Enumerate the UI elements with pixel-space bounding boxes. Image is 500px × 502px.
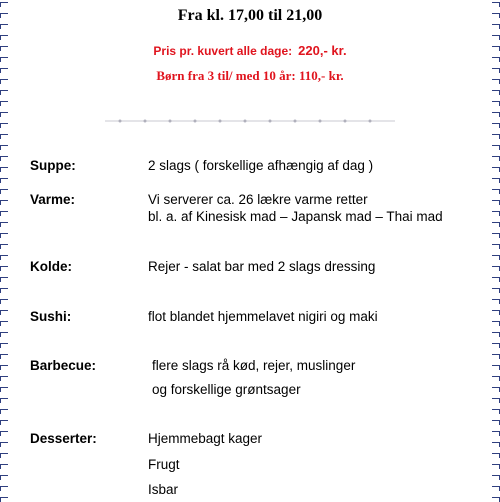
border-segment xyxy=(492,255,500,260)
price-amount: 220,- kr. xyxy=(298,43,347,58)
border-segment xyxy=(492,288,500,293)
price-label: Pris pr. kuvert alle dage: xyxy=(153,44,293,58)
border-segment xyxy=(492,299,500,304)
border-segment xyxy=(492,354,500,359)
border-segment xyxy=(492,420,500,425)
border-segment xyxy=(0,211,8,216)
border-segment xyxy=(492,200,500,205)
border-segment xyxy=(492,409,500,414)
border-segment xyxy=(0,112,8,117)
border-segment xyxy=(492,35,500,40)
border-segment xyxy=(0,233,8,238)
border-segment xyxy=(492,145,500,150)
children-price-line: Børn fra 3 til/ med 10 år: 110,- kr. xyxy=(156,68,344,83)
border-segment xyxy=(0,299,8,304)
sushi-label: Sushi: xyxy=(30,309,72,324)
varme-value-line2: bl. a. af Kinesisk mad – Japansk mad – Thai mad xyxy=(148,209,443,224)
border-segment xyxy=(0,354,8,359)
varme-label: Varme: xyxy=(30,192,76,207)
dessert-item: Frugt xyxy=(148,457,180,472)
border-segment xyxy=(0,464,8,469)
opening-hours: Fra kl. 17,00 til 21,00 xyxy=(177,7,323,24)
border-segment xyxy=(0,189,8,194)
border-segment xyxy=(0,101,8,106)
border-segment xyxy=(0,431,8,436)
border-segment xyxy=(492,398,500,403)
border-segment xyxy=(0,321,8,326)
border-segment xyxy=(0,387,8,392)
kolde-label: Kolde: xyxy=(30,259,72,274)
border-segment xyxy=(492,244,500,249)
desserter-label: Desserter: xyxy=(30,431,97,446)
border-segment xyxy=(492,453,500,458)
suppe-value: 2 slags ( forskellige afhængig af dag ) xyxy=(148,158,374,173)
border-segment xyxy=(492,101,500,106)
border-segment xyxy=(0,398,8,403)
border-segment xyxy=(0,35,8,40)
border-segment xyxy=(0,178,8,183)
border-segment xyxy=(492,365,500,370)
border-segment xyxy=(0,475,8,480)
adult-price-line xyxy=(0,43,500,58)
border-segment xyxy=(492,211,500,216)
border-segment xyxy=(0,486,8,491)
border-segment xyxy=(492,112,500,117)
border-segment xyxy=(0,420,8,425)
border-segment xyxy=(492,222,500,227)
border-segment xyxy=(0,277,8,282)
border-segment xyxy=(492,442,500,447)
border-segment xyxy=(492,178,500,183)
border-segment xyxy=(492,134,500,139)
border-segment xyxy=(492,486,500,491)
border-segment xyxy=(492,266,500,271)
border-segment xyxy=(0,266,8,271)
border-segment xyxy=(492,167,500,172)
border-segment xyxy=(0,244,8,249)
border-segment xyxy=(492,332,500,337)
border-segment xyxy=(0,332,8,337)
dessert-item: Hjemmebagt kager xyxy=(148,431,263,446)
border-segment xyxy=(0,453,8,458)
border-segment xyxy=(492,376,500,381)
decorative-divider xyxy=(105,118,395,124)
kolde-value: Rejer - salat bar med 2 slags dressing xyxy=(148,259,376,274)
border-segment xyxy=(0,90,8,95)
barbecue-value-line1: flere slags rå kød, rejer, muslinger xyxy=(152,358,356,373)
border-segment xyxy=(0,409,8,414)
border-segment xyxy=(0,365,8,370)
border-segment xyxy=(492,475,500,480)
border-segment xyxy=(0,123,8,128)
barbecue-label: Barbecue: xyxy=(30,358,97,373)
border-segment xyxy=(492,464,500,469)
border-segment xyxy=(0,343,8,348)
varme-value-line1: Vi serverer ca. 26 lækre varme retter xyxy=(148,192,368,207)
border-segment xyxy=(0,145,8,150)
border-segment xyxy=(0,376,8,381)
border-segment xyxy=(0,255,8,260)
border-segment xyxy=(492,123,500,128)
dessert-item: Isbar xyxy=(148,482,179,497)
border-segment xyxy=(492,156,500,161)
border-segment xyxy=(0,167,8,172)
sushi-value: flot blandet hjemmelavet nigiri og maki xyxy=(148,309,378,324)
barbecue-value-line2: og forskellige grøntsager xyxy=(152,382,301,397)
border-segment xyxy=(492,310,500,315)
border-segment xyxy=(492,387,500,392)
border-segment xyxy=(0,442,8,447)
border-segment xyxy=(0,134,8,139)
border-segment xyxy=(492,90,500,95)
suppe-label: Suppe: xyxy=(30,158,76,173)
border-segment xyxy=(492,431,500,436)
border-segment xyxy=(0,310,8,315)
border-segment xyxy=(0,288,8,293)
border-segment xyxy=(0,200,8,205)
border-segment xyxy=(492,321,500,326)
border-segment xyxy=(492,233,500,238)
border-segment xyxy=(492,277,500,282)
border-segment xyxy=(492,343,500,348)
border-segment xyxy=(492,189,500,194)
border-segment xyxy=(0,222,8,227)
border-segment xyxy=(0,156,8,161)
